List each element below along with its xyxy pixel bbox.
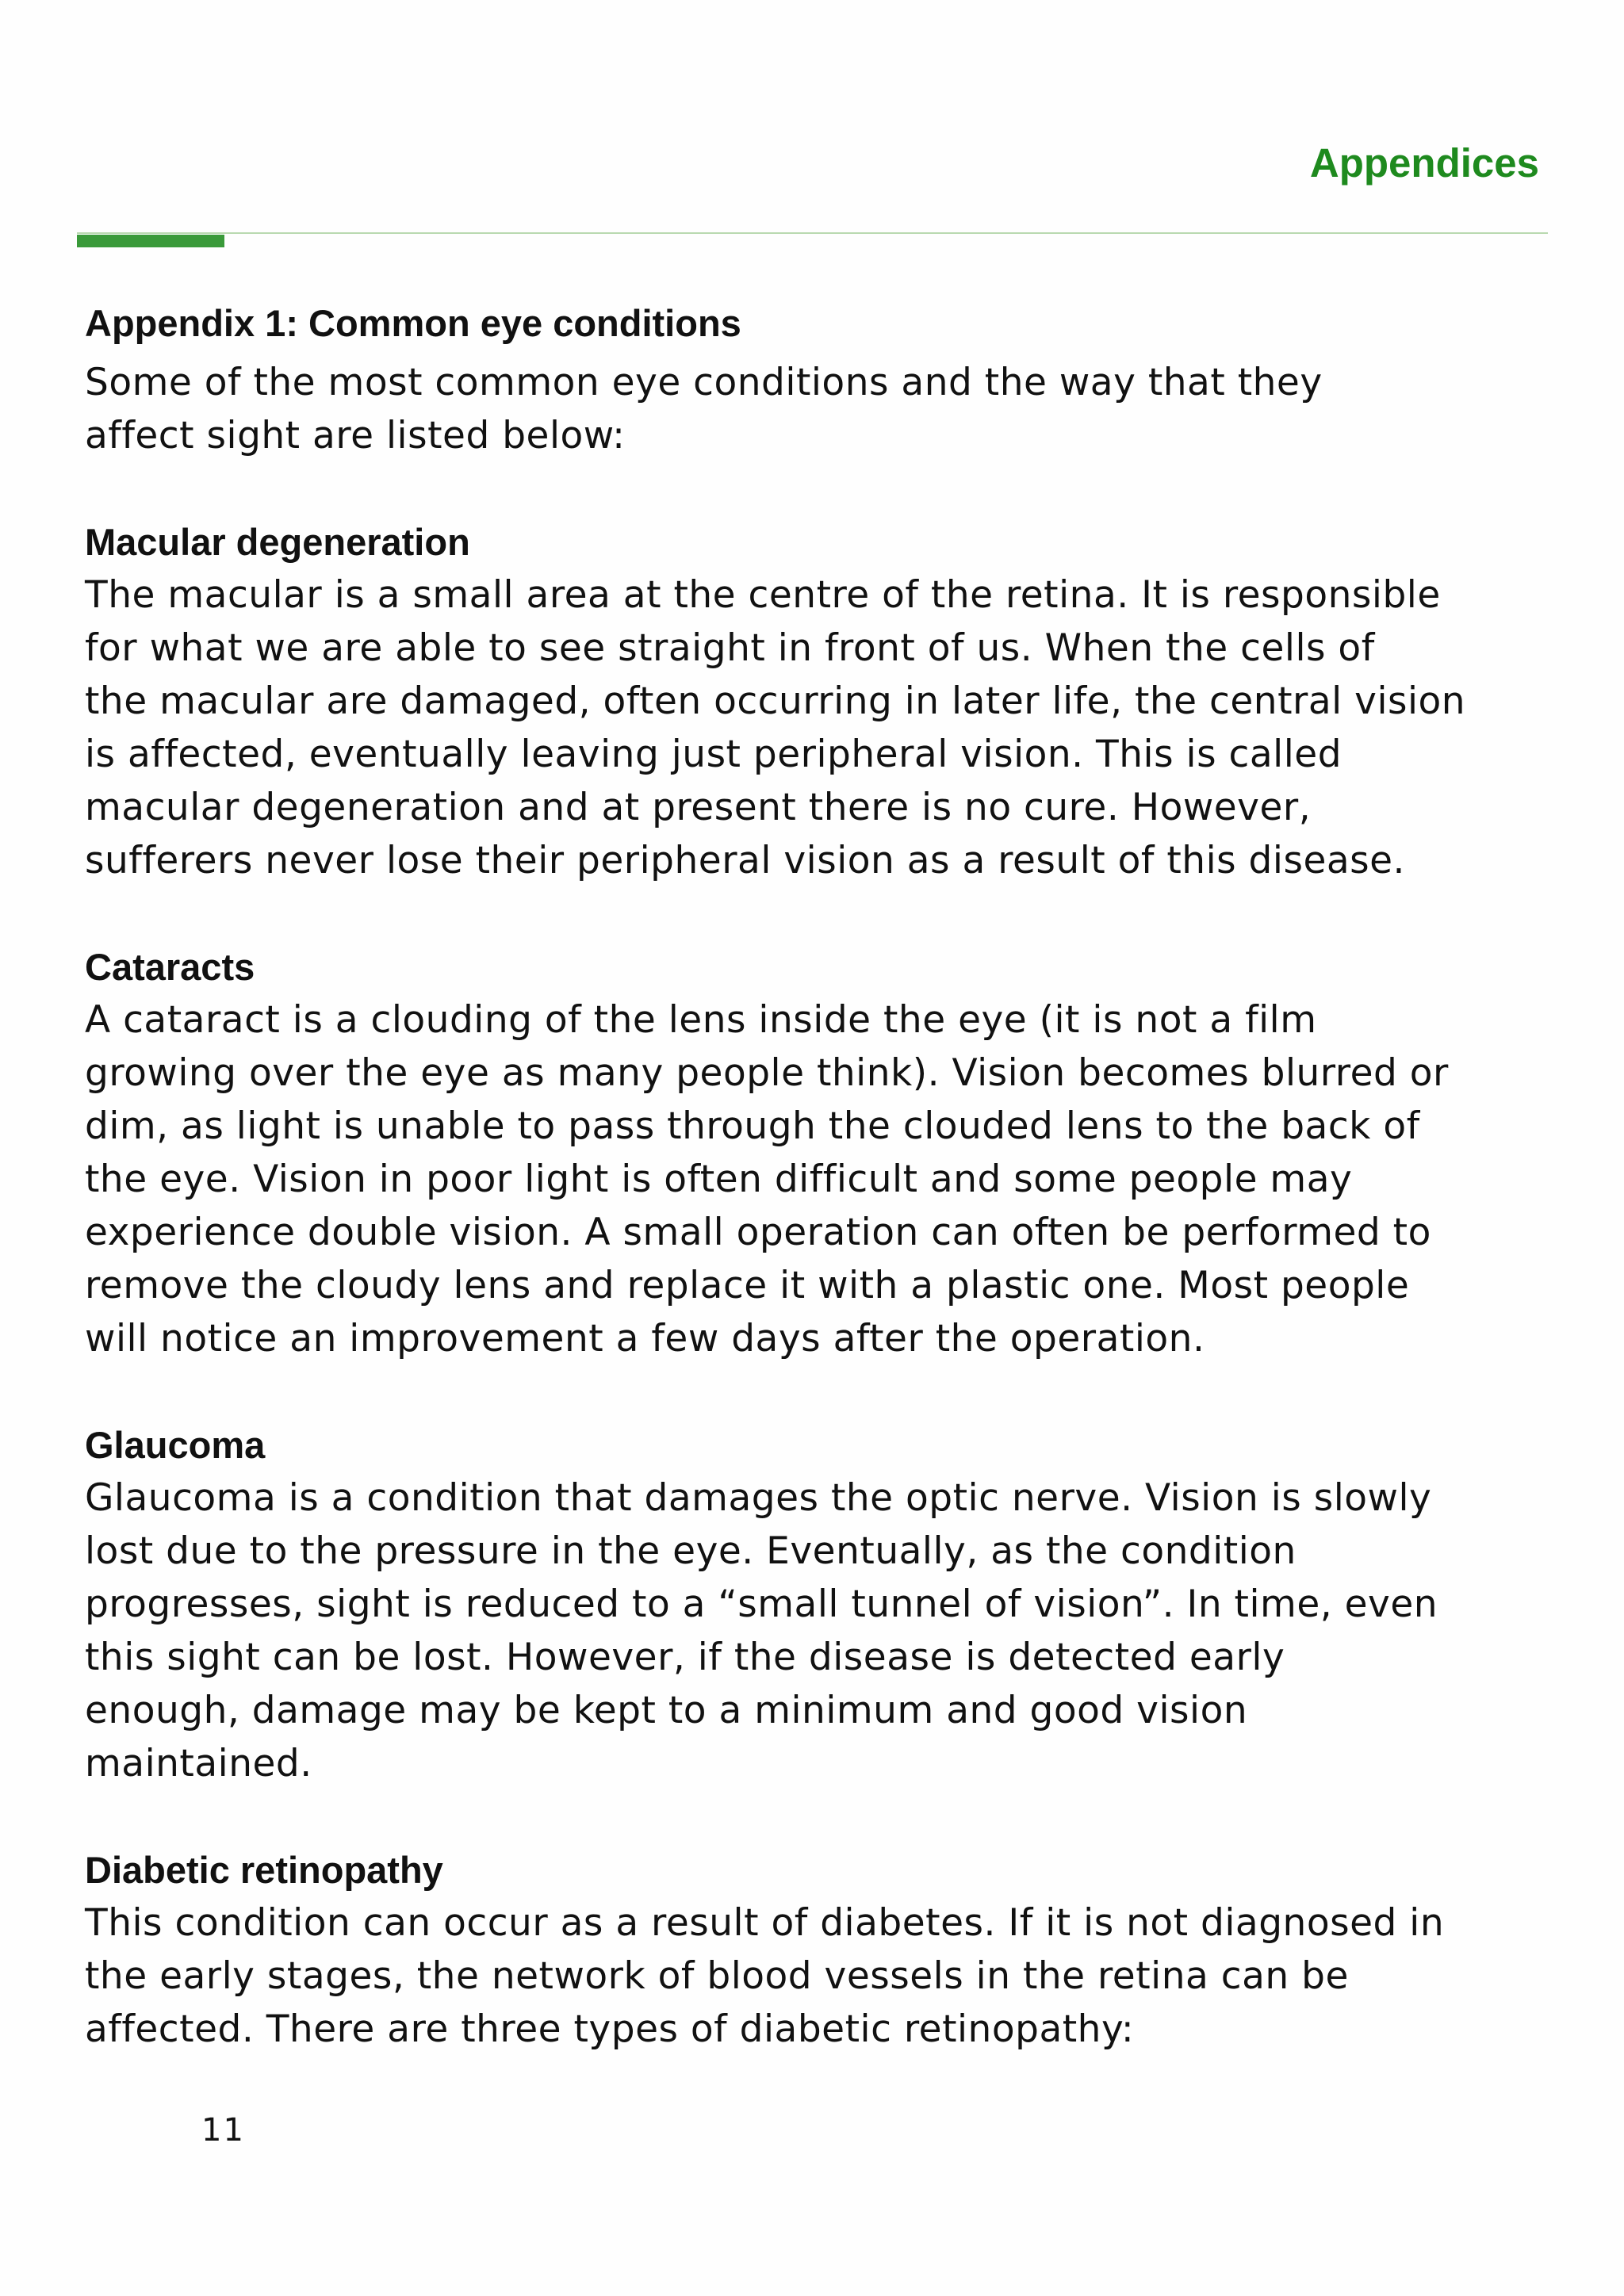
spacer [85, 1365, 1560, 1418]
body-line: for what we are able to see straight in front of us. When the cells of [85, 626, 1375, 670]
body-line: will notice an improvement a few days after the operation. [85, 1317, 1205, 1360]
appendix-intro [85, 356, 1560, 462]
body-line: remove the cloudy lens and replace it with a plastic one. Most people [85, 1264, 1410, 1307]
section-macular-degeneration [85, 515, 1560, 887]
body-line: enough, damage may be kept to a minimum and good vision [85, 1689, 1248, 1732]
section-diabetic-retinopathy [85, 1843, 1560, 2056]
spacer [85, 887, 1560, 940]
section-heading: Diabetic retinopathy [85, 1849, 443, 1891]
header-rule [77, 232, 1548, 234]
body-line: This condition can occur as a result of diabetes. If it is not diagnosed in [85, 1901, 1445, 1945]
body-line: is affected, eventually leaving just peripheral vision. This is called [85, 733, 1342, 776]
body-line: this sight can be lost. However, if the disease is detected early [85, 1636, 1285, 1679]
body-line: dim, as light is unable to pass through the clouded lens to the back of [85, 1104, 1420, 1148]
section-heading: Cataracts [85, 946, 255, 988]
intro-line: Some of the most common eye conditions and the way that they [85, 361, 1323, 404]
page-content [85, 297, 1560, 2056]
section-glaucoma [85, 1418, 1560, 1790]
intro-line: affect sight are listed below: [85, 414, 626, 457]
body-line: sufferers never lose their peripheral vision as a result of this disease. [85, 839, 1405, 882]
body-line: maintained. [85, 1742, 312, 1785]
section-heading: Glaucoma [85, 1424, 266, 1466]
body-line: growing over the eye as many people think). Vision becomes blurred or [85, 1051, 1449, 1095]
body-line: A cataract is a clouding of the lens inside the eye (it is not a film [85, 998, 1317, 1042]
body-line: Glaucoma is a condition that damages the optic nerve. Vision is slowly [85, 1476, 1432, 1520]
running-header: Appendices [1309, 140, 1539, 186]
body-line: The macular is a small area at the centre of the retina. It is responsible [85, 573, 1441, 617]
body-line: the eye. Vision in poor light is often difficult and some people may [85, 1158, 1353, 1201]
page-number: 11 [201, 2112, 245, 2149]
header-rule-accent [77, 235, 224, 247]
body-line: lost due to the pressure in the eye. Eventually, as the condition [85, 1529, 1297, 1573]
spacer [85, 462, 1560, 515]
body-line: progresses, sight is reduced to a “small tunnel of vision”. In time, even [85, 1582, 1438, 1626]
section-heading: Macular degeneration [85, 521, 470, 563]
body-line: the macular are damaged, often occurring in later life, the central vision [85, 679, 1466, 723]
body-line: macular degeneration and at present there is no cure. However, [85, 786, 1312, 829]
spacer [85, 1790, 1560, 1843]
body-line: the early stages, the network of blood vessels in the retina can be [85, 1954, 1349, 1998]
appendix-title: Appendix 1: Common eye conditions [85, 302, 741, 344]
body-line: affected. There are three types of diabetic retinopathy: [85, 2007, 1135, 2051]
section-cataracts [85, 940, 1560, 1365]
body-line: experience double vision. A small operation can often be performed to [85, 1211, 1431, 1254]
